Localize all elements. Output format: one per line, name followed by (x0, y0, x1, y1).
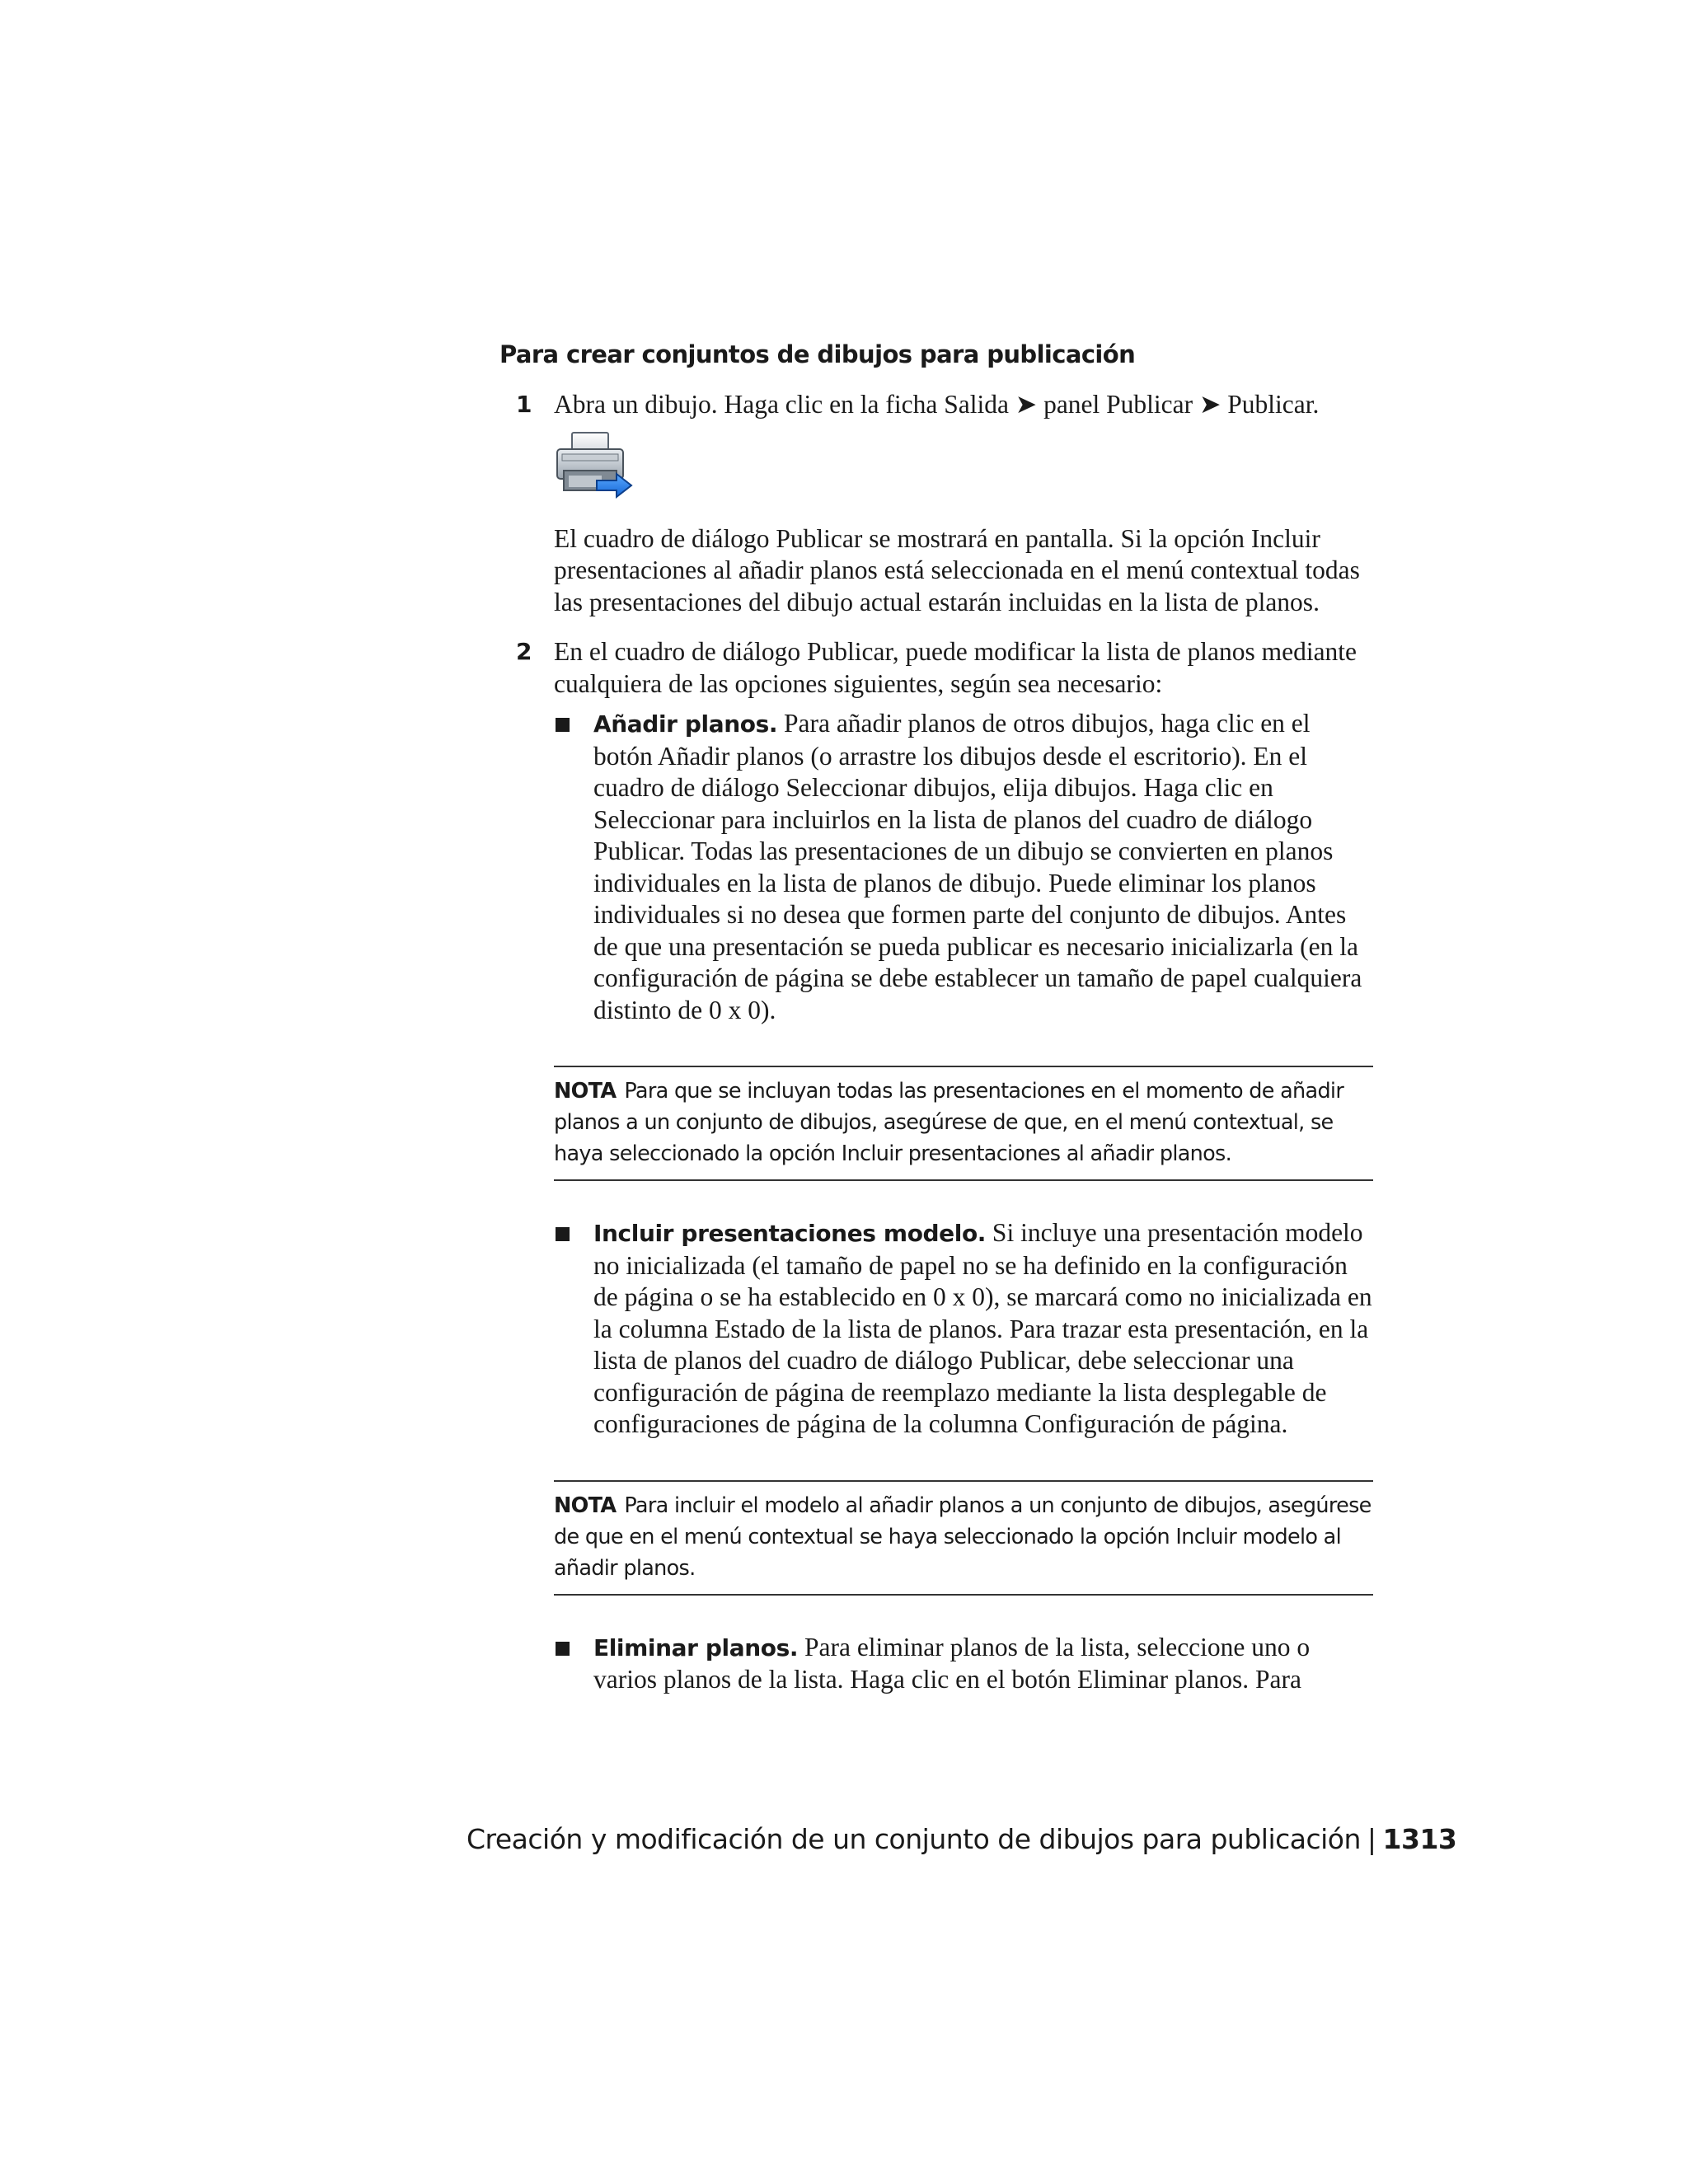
footer-chapter-title: Creación y modificación de un conjunto de dibujos para publicación (467, 1823, 1361, 1855)
step-text: Abra un dibujo. Haga clic en la ficha Salida ➤ panel Publicar ➤ Publicar. (554, 390, 1320, 419)
list-item (554, 708, 1373, 1026)
bullet-square-icon (556, 718, 570, 732)
bullet-lead: Añadir planos. (593, 710, 778, 738)
list-item (554, 1217, 1373, 1441)
step-1 (499, 389, 1373, 618)
step-followup-text: El cuadro de diálogo Publicar se mostrará en pantalla. Si la opción Incluir presentaciones al añadir planos está seleccionada en el menú contextual todas las presentaciones del dibujo actual estarán incluidas en la lista de planos. (554, 523, 1360, 616)
note-box (554, 1066, 1373, 1181)
list-item (554, 1632, 1373, 1696)
note-label: NOTA (554, 1079, 617, 1104)
note-text: Para que se incluyan todas las presentaciones en el momento de añadir planos a un conjunto de dibujos, asegúrese de que, en el menú contextual, se haya seleccionado la opción Incluir presentaciones al añadir planos. (554, 1079, 1344, 1166)
step-2 (499, 636, 1373, 1696)
bullet-body: Para eliminar planos de la lista, seleccione uno o varios planos de la lista. Haga clic en el botón Eliminar planos. Para (593, 1632, 1311, 1694)
bullet-lead: Incluir presentaciones modelo. (593, 1220, 987, 1247)
page-footer (467, 1821, 1457, 1858)
step-number: 2 (516, 638, 532, 665)
footer-separator: | (1367, 1823, 1376, 1855)
page-content (499, 338, 1373, 1696)
publish-printer-icon (554, 429, 636, 504)
step-number: 1 (516, 391, 532, 418)
bullet-body: Para añadir planos de otros dibujos, haga clic en el botón Añadir planos (o arrastre los dibujos desde el escritorio). En el cuadro de diálogo Seleccionar dibujos, elija dibujos. Haga clic en Seleccionar para incluirlos en la lista de planos del cuadro de diálogo Publicar. Todas las presentaciones de un dibujo se convierten en planos individuales en la lista de planos de dibujo. Puede eliminar los planos individuales si no desea que formen parte del conjunto de dibujos. Antes de que una presentación se pueda publicar es necesario inicializarla (en la configuración de página se debe establecer un tamaño de papel cualquiera distinto de 0 x 0). (593, 709, 1362, 1024)
note-label: NOTA (554, 1493, 617, 1518)
bullet-lead: Eliminar planos. (593, 1633, 799, 1661)
section-title: Para crear conjuntos de dibujos para publicación (499, 340, 1136, 368)
note-box (554, 1480, 1373, 1596)
note-text: Para incluir el modelo al añadir planos a un conjunto de dibujos, asegúrese de que en el menú contextual se haya seleccionado la opción Incluir modelo al añadir planos. (554, 1493, 1372, 1581)
page-number: 1313 (1382, 1823, 1457, 1855)
bullet-square-icon (556, 1642, 570, 1656)
bullet-square-icon (556, 1227, 570, 1241)
bullet-body: Si incluye una presentación modelo no inicializada (el tamaño de papel no se ha definido en la configuración de página o se ha establecido en 0 x 0), se marcará como no inicializada en la columna Estado de la lista de planos. Para trazar esta presentación, en la lista de planos del cuadro de diálogo Publicar, debe seleccionar una configuración de página de reemplazo mediante la lista desplegable de configuraciones de página de la columna Configuración de página. (593, 1218, 1372, 1438)
step-text: En el cuadro de diálogo Publicar, puede modificar la lista de planos mediante cualquiera de las opciones siguientes, según sea necesario: (554, 637, 1357, 698)
